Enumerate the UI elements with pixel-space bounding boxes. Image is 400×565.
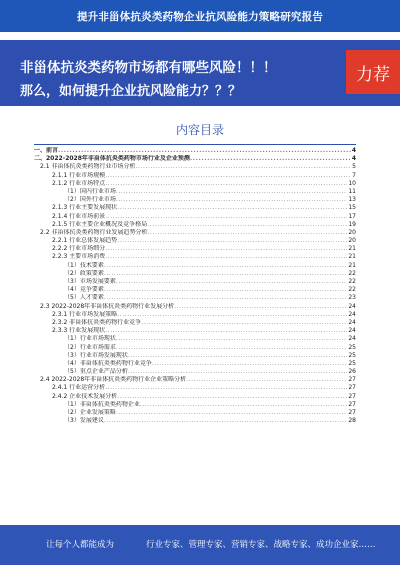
toc-entry-page: 27 xyxy=(348,384,356,392)
toc-entry-page: 13 xyxy=(348,196,356,204)
toc-entry-page: 25 xyxy=(348,359,356,367)
toc-entry-label: （1）行业市场现状 xyxy=(64,335,116,343)
toc-entry[interactable] xyxy=(34,286,356,294)
toc-entry-page: 4 xyxy=(351,155,356,163)
toc-entry-page: 27 xyxy=(348,376,356,384)
toc-leader-dots xyxy=(105,384,347,392)
toc-leader-dots xyxy=(104,262,348,270)
toc-entry-label: 2.1.4 行业市场前景 xyxy=(52,212,106,220)
toc-entry-page: 24 xyxy=(348,302,356,310)
toc-entry-page: 21 xyxy=(348,245,356,253)
toc-leader-dots xyxy=(190,155,351,163)
toc-leader-dots xyxy=(140,401,348,409)
banner-question-1: 非甾体抗炎类药物市场都有哪些风险！！！ xyxy=(20,60,277,76)
header-bar xyxy=(0,0,400,32)
toc-leader-dots xyxy=(128,368,348,376)
toc-leader-dots xyxy=(174,303,347,311)
toc-entry-page: 24 xyxy=(348,318,356,326)
toc-entry[interactable] xyxy=(34,180,356,188)
toc-entry-label: 2.3 2022-2028年非甾体抗炎类药物行业发展分析 xyxy=(40,302,175,310)
toc-entry-label: （3）发展建议 xyxy=(64,417,104,425)
toc-entry-page: 24 xyxy=(348,327,356,335)
toc-leader-dots xyxy=(117,237,347,245)
toc-entry-page: 22 xyxy=(348,278,356,285)
toc-entry-page: 15 xyxy=(348,204,356,212)
toc-entry-label: 2.2.1 行业总体发展趋势 xyxy=(52,237,118,245)
toc-entry-label: 2.2 非甾体抗炎类药物行业发展趋势分析 xyxy=(40,228,148,236)
toc-leader-dots xyxy=(117,204,347,212)
toc-entry[interactable] xyxy=(34,303,356,311)
toc-entry[interactable] xyxy=(34,262,356,270)
toc-entry-page: 24 xyxy=(348,310,356,318)
toc-entry[interactable] xyxy=(34,245,356,253)
toc-entry-label: （1）国内行业市场 xyxy=(64,187,116,195)
toc-entry[interactable] xyxy=(34,253,356,261)
toc-entry-label: 2.1.2 行业市场特点 xyxy=(52,179,106,187)
toc-entry-label: 2.2.2 行业市场细分 xyxy=(52,245,106,253)
toc-leader-dots xyxy=(104,294,348,302)
toc-leader-dots xyxy=(116,335,348,343)
toc-entry[interactable] xyxy=(34,278,356,286)
toc-entry[interactable] xyxy=(34,401,356,409)
toc-entry-page: 22 xyxy=(348,269,356,277)
toc-entry[interactable] xyxy=(34,376,356,384)
toc-entry-label: （5）人才要素 xyxy=(64,294,104,302)
toc-leader-dots xyxy=(152,360,348,368)
toc-leader-dots xyxy=(116,278,348,286)
toc-entry-label: 2.1.1 行业市场规模 xyxy=(52,171,106,179)
toc-entry-label: 一、前言 xyxy=(34,147,59,154)
toc-entry[interactable] xyxy=(34,196,356,204)
toc-entry[interactable] xyxy=(34,393,356,401)
toc-entry-page: 24 xyxy=(348,335,356,343)
toc-entry-page: 28 xyxy=(348,417,356,425)
toc-leader-dots xyxy=(104,417,348,425)
toc-leader-dots xyxy=(104,286,348,294)
toc-entry-label: （4）非甾体抗炎类药物行业竞争 xyxy=(64,359,152,367)
toc-entry-label: （3）行业市场发展现状 xyxy=(64,351,128,359)
toc-entry-label: 2.3.3 行业发展现状 xyxy=(52,327,106,335)
footer-slogan-left: 让每个人都能成为 xyxy=(46,540,115,550)
toc-entry-label: （1）非甾体抗炎类药物企业 xyxy=(64,400,140,408)
toc-leader-dots xyxy=(58,147,351,155)
toc-entry-page: 22 xyxy=(348,286,356,294)
toc-leader-dots xyxy=(104,270,348,278)
toc-leader-dots xyxy=(141,319,347,327)
toc-entry[interactable] xyxy=(34,335,356,343)
toc-leader-dots xyxy=(135,163,351,171)
recommend-badge: 力荐 xyxy=(346,50,400,94)
toc-entry[interactable] xyxy=(34,229,356,237)
toc-entry[interactable] xyxy=(34,344,356,352)
toc-divider xyxy=(34,144,356,145)
toc-entry-page: 11 xyxy=(348,187,356,195)
toc-entry[interactable] xyxy=(34,327,356,335)
toc-entry[interactable] xyxy=(34,163,356,171)
toc-entry-page: 17 xyxy=(348,212,356,220)
toc-entry-page: 21 xyxy=(348,253,356,261)
toc-entry[interactable] xyxy=(34,172,356,180)
report-title: 提升非甾体抗炎类药物企业抗风险能力策略研究报告 xyxy=(76,10,324,23)
toc-entry-label: 2.3.2 非甾体抗炎类药物行业竞争 xyxy=(52,318,142,326)
toc-entry-page: 25 xyxy=(348,351,356,359)
toc-entry-label: （2）行业市场需求 xyxy=(64,343,116,351)
toc-entry[interactable] xyxy=(34,417,356,425)
toc-leader-dots xyxy=(117,311,347,319)
toc-entry-page: 20 xyxy=(348,237,356,245)
toc-leader-dots xyxy=(105,253,347,261)
toc-entry-label: 2.2.3 主要市场消费 xyxy=(52,253,106,261)
toc-entry[interactable] xyxy=(34,352,356,360)
toc-entry-label: （2）企业发展策略 xyxy=(64,409,116,416)
toc-leader-dots xyxy=(116,344,348,352)
toc-entry-page: 5 xyxy=(352,163,356,171)
toc-entry-page: 27 xyxy=(348,392,356,400)
toc-leader-dots xyxy=(117,393,347,401)
toc-entry-page: 26 xyxy=(348,368,356,376)
toc-entry[interactable] xyxy=(34,368,356,376)
toc-leader-dots xyxy=(105,180,347,188)
toc-entry[interactable] xyxy=(34,188,356,196)
toc-entry-label: （1）技术要素 xyxy=(64,261,104,269)
toc-entry[interactable] xyxy=(34,221,356,229)
toc-entry[interactable] xyxy=(34,319,356,327)
toc-entry-label: （5）重点企业产品分析 xyxy=(64,368,128,376)
toc-entry-label: 2.1.5 行业主要企业概况及竞争格局 xyxy=(52,220,148,228)
toc-leader-dots xyxy=(147,229,347,237)
toc-leader-dots xyxy=(116,196,348,204)
toc-entry-label: 2.1 非甾体抗炎类药物行业市场分析 xyxy=(40,163,136,171)
toc-leader-dots xyxy=(128,352,348,360)
toc-leader-dots xyxy=(105,213,347,221)
toc-entry-label: 2.4.1 行业运营分析 xyxy=(52,384,106,392)
toc-entry-page: 10 xyxy=(348,179,356,187)
toc-entry-page: 23 xyxy=(348,294,356,302)
toc-leader-dots xyxy=(186,376,347,384)
toc-leader-dots xyxy=(105,172,351,180)
toc-entry[interactable] xyxy=(34,204,356,212)
toc-entry-label: （3）市场发展要素 xyxy=(64,278,116,285)
toc-entry-page: 20 xyxy=(348,228,356,236)
toc-entry-label: （2）国外行业市场 xyxy=(64,196,116,204)
toc-entry[interactable] xyxy=(34,384,356,392)
toc-entry-label: 二、2022-2028年非甾体抗炎类药物市场行业及企业预测 xyxy=(34,155,190,163)
toc-entry-page: 7 xyxy=(352,171,356,179)
toc-entry[interactable] xyxy=(34,294,356,302)
toc-entry[interactable] xyxy=(34,311,356,319)
toc-entry[interactable] xyxy=(34,155,356,163)
toc-leader-dots xyxy=(116,409,348,417)
banner-question-2: 那么，如何提升企业抗风险能力？？？ xyxy=(20,84,242,99)
toc-entry[interactable] xyxy=(34,147,356,155)
toc-entry-page: 25 xyxy=(348,343,356,351)
toc-entry-label: 2.4 2022-2028年非甾体抗炎类药物行业企业策略分析 xyxy=(40,376,187,384)
toc-entry-page: 19 xyxy=(348,220,356,228)
toc-entry[interactable] xyxy=(34,213,356,221)
toc-entry[interactable] xyxy=(34,360,356,368)
toc-entry-page: 27 xyxy=(348,400,356,408)
toc-entry[interactable] xyxy=(34,237,356,245)
toc-entry-page: 21 xyxy=(348,261,356,269)
toc-leader-dots xyxy=(105,245,347,253)
toc-entry[interactable] xyxy=(34,409,356,417)
toc-entry-label: （4）竞争要素 xyxy=(64,286,104,294)
toc-entry-page: 4 xyxy=(351,147,356,154)
footer-slogan-right: 行业专家、管理专家、营销专家、战略专家、成功企业家…… xyxy=(146,540,376,550)
toc-leader-dots xyxy=(105,327,347,335)
footer-bar xyxy=(0,525,400,565)
toc-leader-dots xyxy=(147,221,347,229)
table-of-contents xyxy=(34,147,356,425)
toc-entry-label: 2.3.1 行业市场发展策略 xyxy=(52,310,118,318)
toc-entry-label: 2.4.2 企业技术发展分析 xyxy=(52,392,118,400)
toc-entry[interactable] xyxy=(34,270,356,278)
toc-heading: 内容目录 xyxy=(175,123,224,137)
toc-entry-label: 2.1.3 行业主要发展现状 xyxy=(52,204,118,212)
toc-entry-label: （2）政策要素 xyxy=(64,269,104,277)
toc-entry-page: 27 xyxy=(348,409,356,416)
toc-leader-dots xyxy=(116,188,348,196)
